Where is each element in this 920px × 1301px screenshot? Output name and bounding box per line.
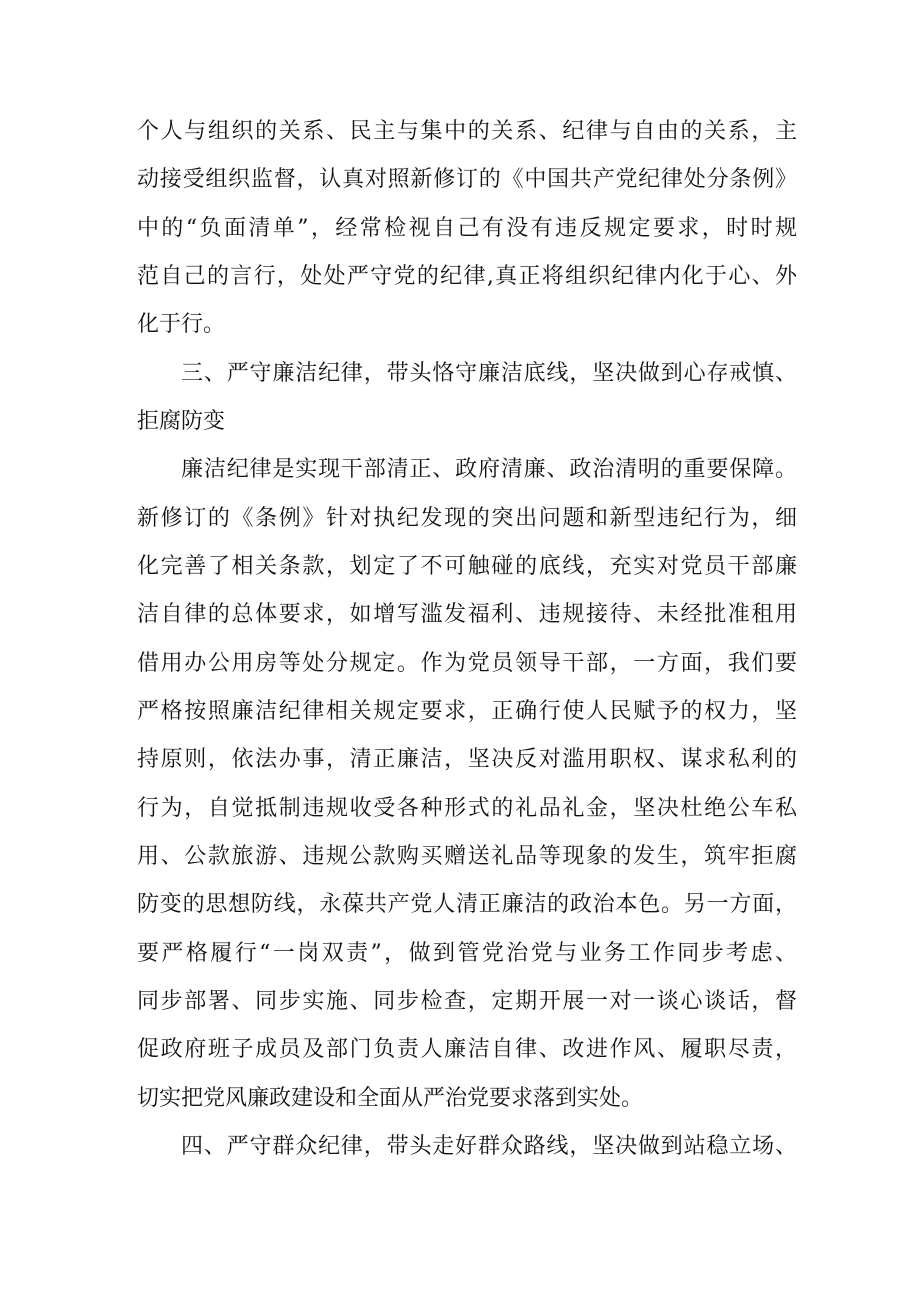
text-line: 范自己的言行，处处严守党的纪律,真正将组织纪律内化于心、外 (137, 264, 797, 289)
text-line: 防变的思想防线，永葆共产党人清正廉洁的政治本色。另一方面， (137, 892, 797, 917)
text-line: 动接受组织监督，认真对照新修订的《中国共产党纪律处分条例》 (137, 167, 797, 192)
text-line: 借用办公用房等处分规定。作为党员领导干部，一方面，我们要 (137, 651, 797, 676)
text-line: 切实把党风廉政建设和全面从严治党要求落到实处。 (137, 1086, 644, 1111)
section-heading-4: 四、严守群众纪律，带头走好群众路线，坚决做到站稳立场、 (181, 1134, 797, 1159)
text-line: 新修订的《条例》针对执纪发现的突出问题和新型违纪行为，细 (137, 506, 797, 531)
text-line: 廉洁纪律是实现干部清正、政府清廉、政治清明的重要保障。 (181, 457, 797, 482)
text-line: 同步部署、同步实施、同步检查，定期开展一对一谈心谈话，督 (137, 989, 797, 1014)
section-heading-3-continued: 拒腐防变 (137, 409, 226, 434)
section-heading-3: 三、严守廉洁纪律，带头恪守廉洁底线，坚决做到心存戒慎、 (181, 361, 797, 386)
text-line: 洁自律的总体要求，如增写滥发福利、违规接待、未经批准租用 (137, 602, 797, 627)
text-line: 要严格履行“一岗双责”，做到管党治党与业务工作同步考虑、 (137, 941, 797, 966)
text-line: 中的“负面清单”，经常检视自己有没有违反规定要求，时时规 (137, 216, 797, 241)
text-line: 持原则，依法办事，清正廉洁，坚决反对滥用职权、谋求私利的 (137, 747, 797, 772)
text-line: 促政府班子成员及部门负责人廉洁自律、改进作风、履职尽责， (137, 1037, 797, 1062)
text-line: 严格按照廉洁纪律相关规定要求，正确行使人民赋予的权力，坚 (137, 699, 797, 724)
text-line: 行为，自觉抵制违规收受各种形式的礼品礼金，坚决杜绝公车私 (137, 796, 797, 821)
text-line: 化完善了相关条款，划定了不可触碰的底线，充实对党员干部廉 (137, 554, 797, 579)
text-line: 个人与组织的关系、民主与集中的关系、纪律与自由的关系，主 (137, 119, 797, 144)
text-line: 用、公款旅游、违规公款购买赠送礼品等现象的发生，筑牢拒腐 (137, 844, 797, 869)
text-line: 化于行。 (137, 312, 226, 337)
